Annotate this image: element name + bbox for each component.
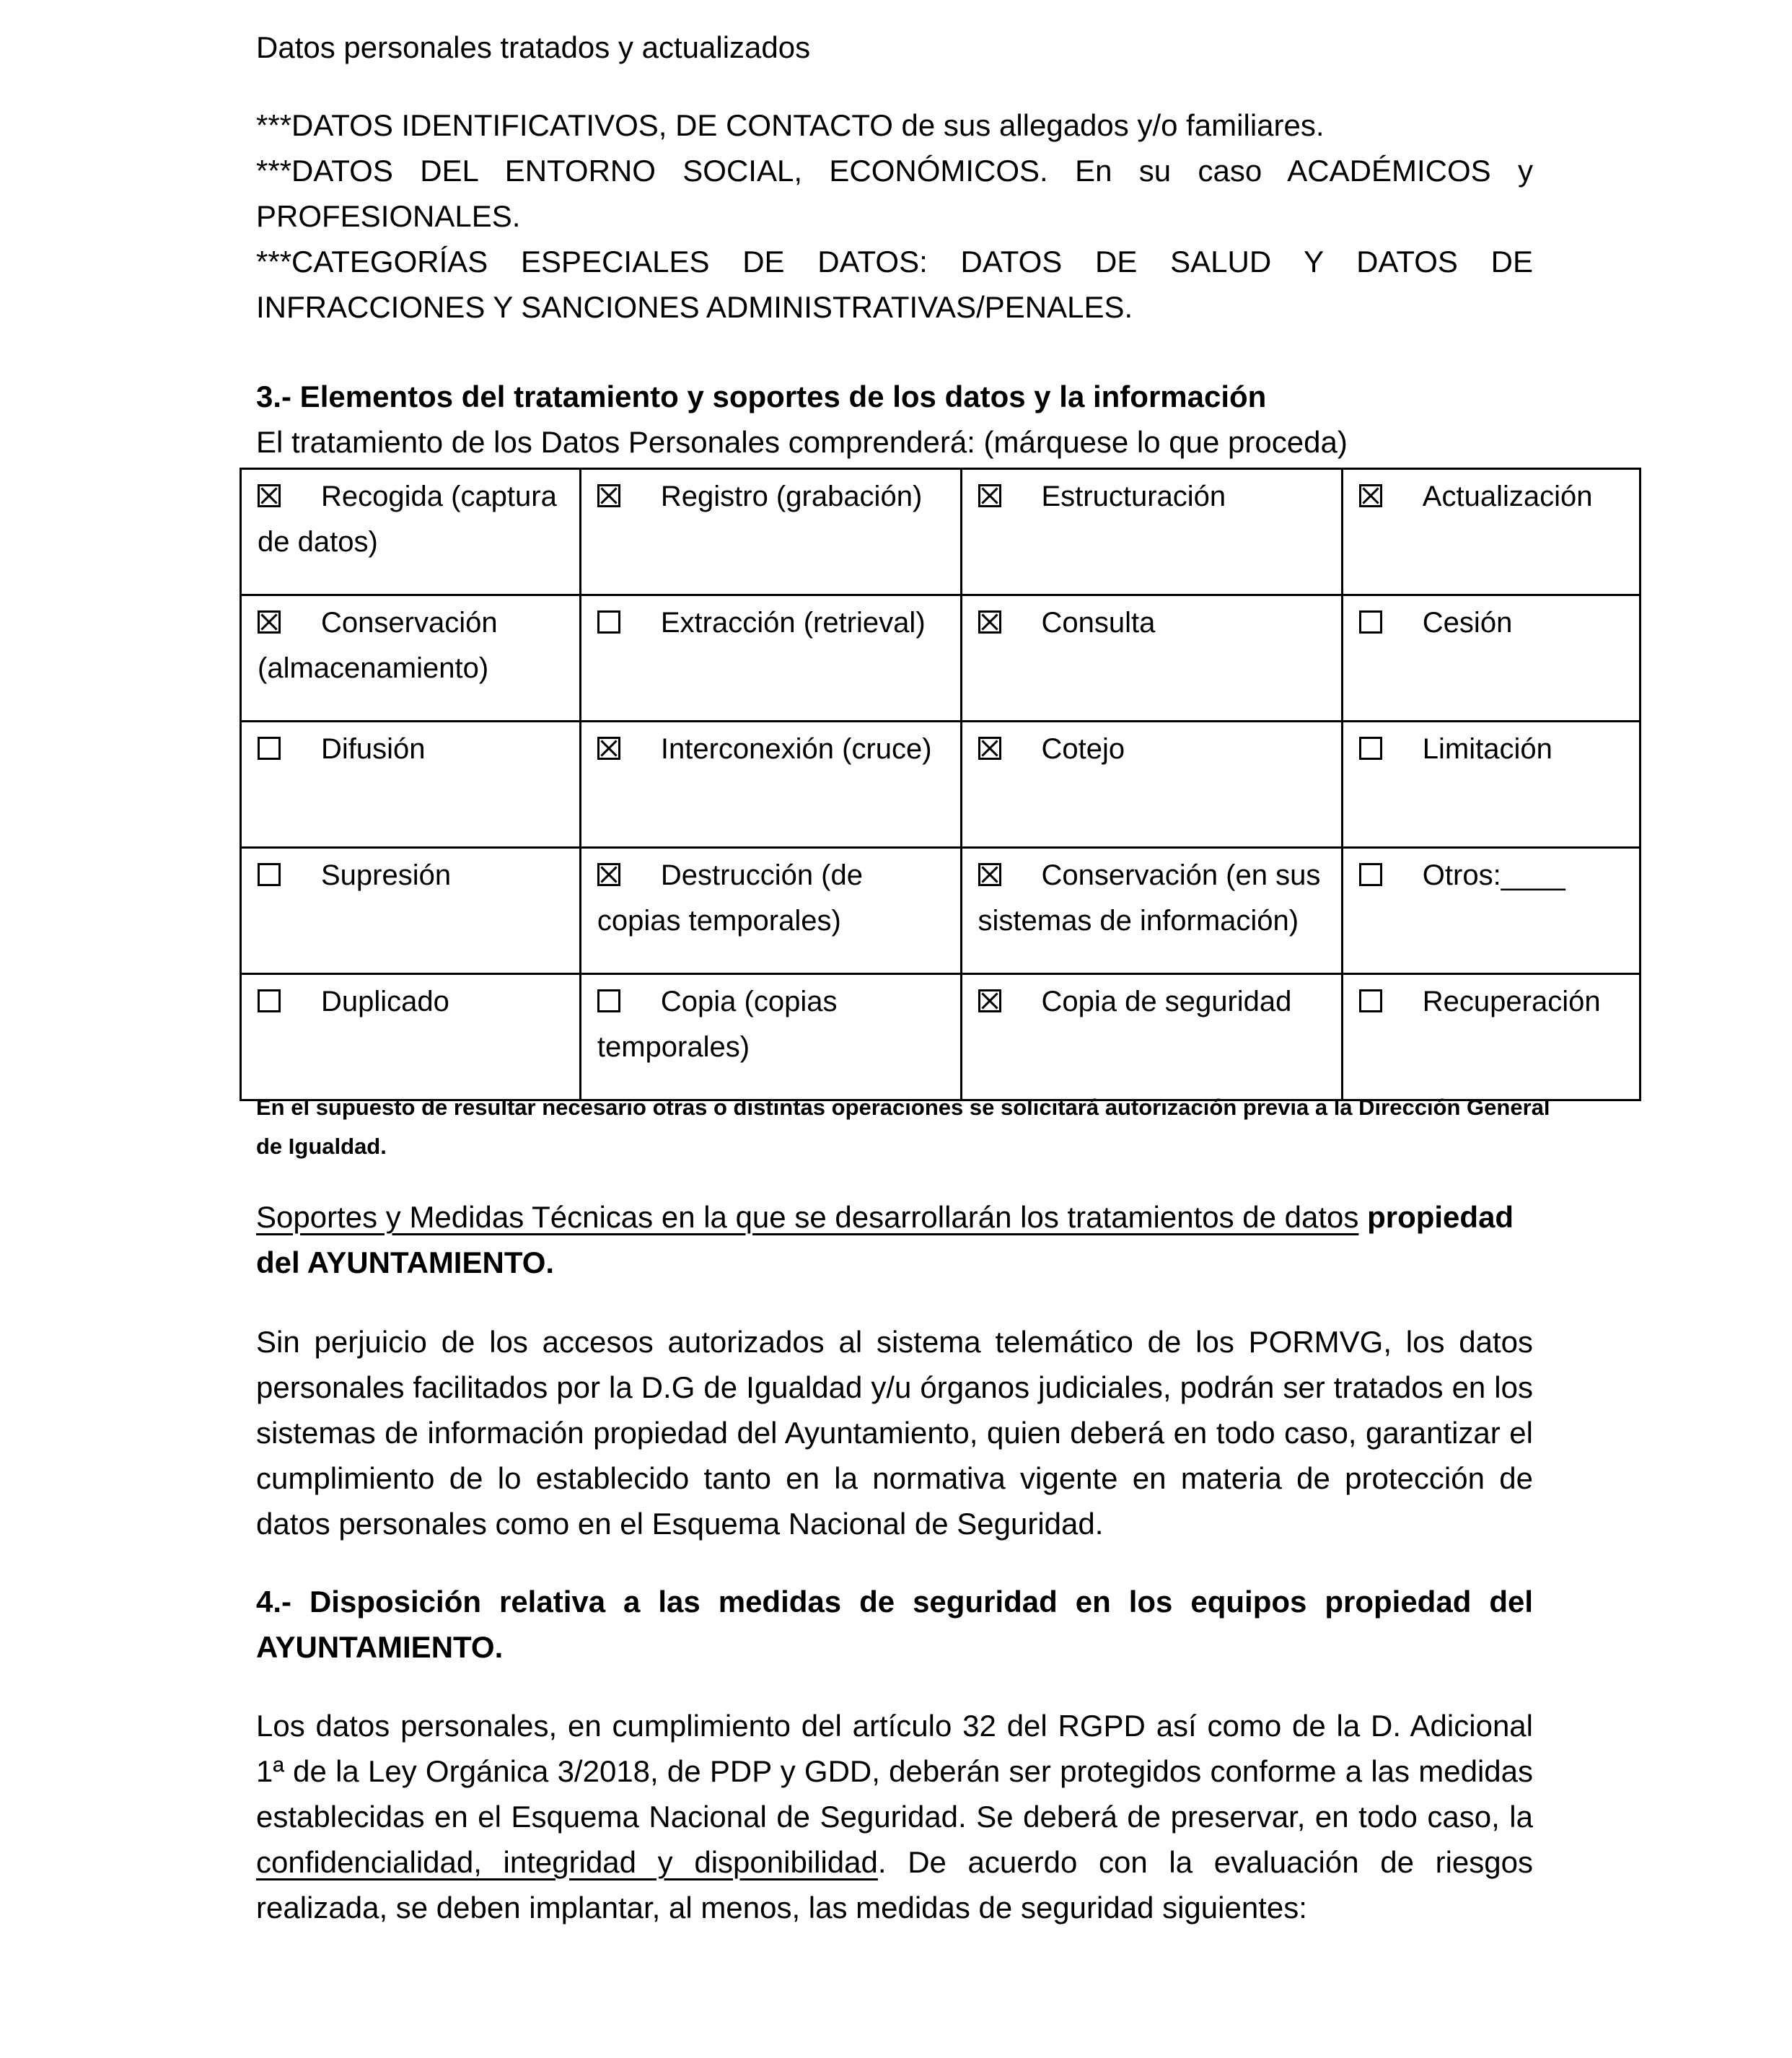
data-category-2: ***DATOS DEL ENTORNO SOCIAL, ECONÓMICOS. En su caso ACADÉMICOS y PROFESIONALES.	[256, 154, 1533, 233]
intro-line: Datos personales tratados y actualizados	[256, 30, 811, 64]
supports-paragraph: Sin perjuicio de los accesos autorizados al sistema telemático de los PORMVG, los datos personales facilitados por la D.G de Igualdad y/u órganos judiciales, podrán ser tratados en los sistemas de información propiedad del Ayuntamiento, quien deberá en todo caso, garantizar el cumplimiento de lo establecido tanto en la normativa vigente en materia de protección de datos personales como en el Esquema Nacional de Seguridad.	[256, 1325, 1533, 1541]
operation-label: Recuperación	[1422, 986, 1601, 1017]
operation-cell	[580, 722, 961, 848]
checked-checkbox-icon[interactable]	[597, 484, 620, 507]
table-row	[241, 974, 1641, 1100]
operation-label: Supresión	[321, 859, 452, 891]
table-row	[241, 469, 1641, 595]
checked-checkbox-icon[interactable]	[597, 737, 620, 760]
table-row	[241, 722, 1641, 848]
data-category-1: ***DATOS IDENTIFICATIVOS, DE CONTACTO de sus allegados y/o familiares.	[256, 108, 1325, 142]
operation-cell	[1342, 469, 1640, 595]
unchecked-checkbox-icon[interactable]	[1359, 610, 1382, 634]
checked-checkbox-icon[interactable]	[978, 610, 1001, 634]
operation-label: Limitación	[1422, 733, 1552, 765]
operation-label: Recogida (captura de datos)	[258, 481, 557, 558]
operation-label: Extracción (retrieval)	[660, 607, 926, 639]
operation-label: Destrucción (de copias temporales)	[597, 859, 863, 937]
operation-cell	[961, 722, 1342, 848]
unchecked-checkbox-icon[interactable]	[597, 989, 620, 1012]
operation-cell	[1342, 974, 1640, 1100]
operation-cell	[241, 469, 581, 595]
operation-cell	[580, 469, 961, 595]
operation-cell	[241, 722, 581, 848]
unchecked-checkbox-icon[interactable]	[597, 610, 620, 634]
operation-cell	[961, 469, 1342, 595]
checked-checkbox-icon[interactable]	[978, 989, 1001, 1012]
operation-cell	[580, 595, 961, 722]
section-4-paragraph-part1: Los datos personales, en cumplimiento del artículo 32 del RGPD así como de la D. Adicional 1ª de la Ley Orgánica 3/2018, de PDP y GDD, deberán ser protegidos conforme a las medidas establecidas en el Esquema Nacional de Seguridad. Se deberá de preservar, en todo caso, la	[256, 1709, 1533, 1834]
section-4-paragraph-part2: . De acuerdo con la evaluación de riesgos realizada, se deben implantar, al menos, las medidas de seguridad siguientes:	[256, 1845, 1533, 1925]
supports-heading-bold: propiedad del AYUNTAMIENTO.	[256, 1200, 1514, 1279]
operation-label: Interconexión (cruce)	[660, 733, 932, 765]
unchecked-checkbox-icon[interactable]	[258, 863, 281, 886]
checked-checkbox-icon[interactable]	[978, 737, 1001, 760]
table-row	[241, 848, 1641, 974]
operation-cell	[1342, 848, 1640, 974]
checked-checkbox-icon[interactable]	[978, 863, 1001, 886]
operation-label: Conservación (almacenamiento)	[258, 607, 498, 684]
operation-label: Cesión	[1422, 607, 1513, 639]
operation-cell	[961, 974, 1342, 1100]
checked-checkbox-icon[interactable]	[258, 484, 281, 507]
checked-checkbox-icon[interactable]	[1359, 484, 1382, 507]
unchecked-checkbox-icon[interactable]	[1359, 863, 1382, 886]
operation-label: Conservación (en sus sistemas de información)	[978, 859, 1321, 937]
operation-label: Otros:____	[1422, 859, 1565, 891]
section-3-subheading: El tratamiento de los Datos Personales comprenderá: (márquese lo que proceda)	[256, 425, 1348, 459]
operation-cell	[1342, 595, 1640, 722]
operation-cell	[241, 974, 581, 1100]
unchecked-checkbox-icon[interactable]	[1359, 989, 1382, 1012]
operation-label: Cotejo	[1041, 733, 1125, 765]
table-row	[241, 595, 1641, 722]
operation-label: Consulta	[1041, 607, 1156, 639]
operation-label: Difusión	[321, 733, 426, 765]
unchecked-checkbox-icon[interactable]	[258, 737, 281, 760]
operation-label: Registro (grabación)	[660, 481, 923, 512]
operation-cell	[241, 848, 581, 974]
supports-heading-underlined: Soportes y Medidas Técnicas en la que se desarrollarán los tratamientos de datos	[256, 1200, 1359, 1234]
checked-checkbox-icon[interactable]	[258, 610, 281, 634]
cia-underlined: confidencialidad, integridad y disponibilidad	[256, 1845, 878, 1879]
operation-cell	[961, 595, 1342, 722]
operation-cell	[241, 595, 581, 722]
section-3-heading: 3.- Elementos del tratamiento y soportes de los datos y la información	[256, 380, 1267, 413]
section-4-paragraph	[256, 1703, 1533, 1930]
operation-cell	[961, 848, 1342, 974]
section-4-heading: 4.- Disposición relativa a las medidas de seguridad en los equipos propiedad del AYUNTAMIENTO.	[256, 1585, 1533, 1664]
operation-label: Copia de seguridad	[1041, 986, 1292, 1017]
unchecked-checkbox-icon[interactable]	[1359, 737, 1382, 760]
treatment-operations-table	[240, 468, 1641, 1101]
checked-checkbox-icon[interactable]	[978, 484, 1001, 507]
operation-label: Duplicado	[321, 986, 449, 1017]
operation-label: Copia (copias temporales)	[597, 986, 838, 1063]
operation-cell	[1342, 722, 1640, 848]
unchecked-checkbox-icon[interactable]	[258, 989, 281, 1012]
supports-heading	[256, 1194, 1533, 1285]
operations-note: En el supuesto de resultar necesario otras o distintas operaciones se solicitará autorización previa a la Dirección General de Igualdad.	[256, 1095, 1550, 1159]
operation-label: Estructuración	[1041, 481, 1226, 512]
data-category-3: ***CATEGORÍAS ESPECIALES DE DATOS: DATOS DE SALUD Y DATOS DE INFRACCIONES Y SANCIONES ADMINISTRATIVAS/PENALES.	[256, 245, 1533, 324]
checked-checkbox-icon[interactable]	[597, 863, 620, 886]
operation-cell	[580, 974, 961, 1100]
operation-cell	[580, 848, 961, 974]
operation-label: Actualización	[1422, 481, 1593, 512]
